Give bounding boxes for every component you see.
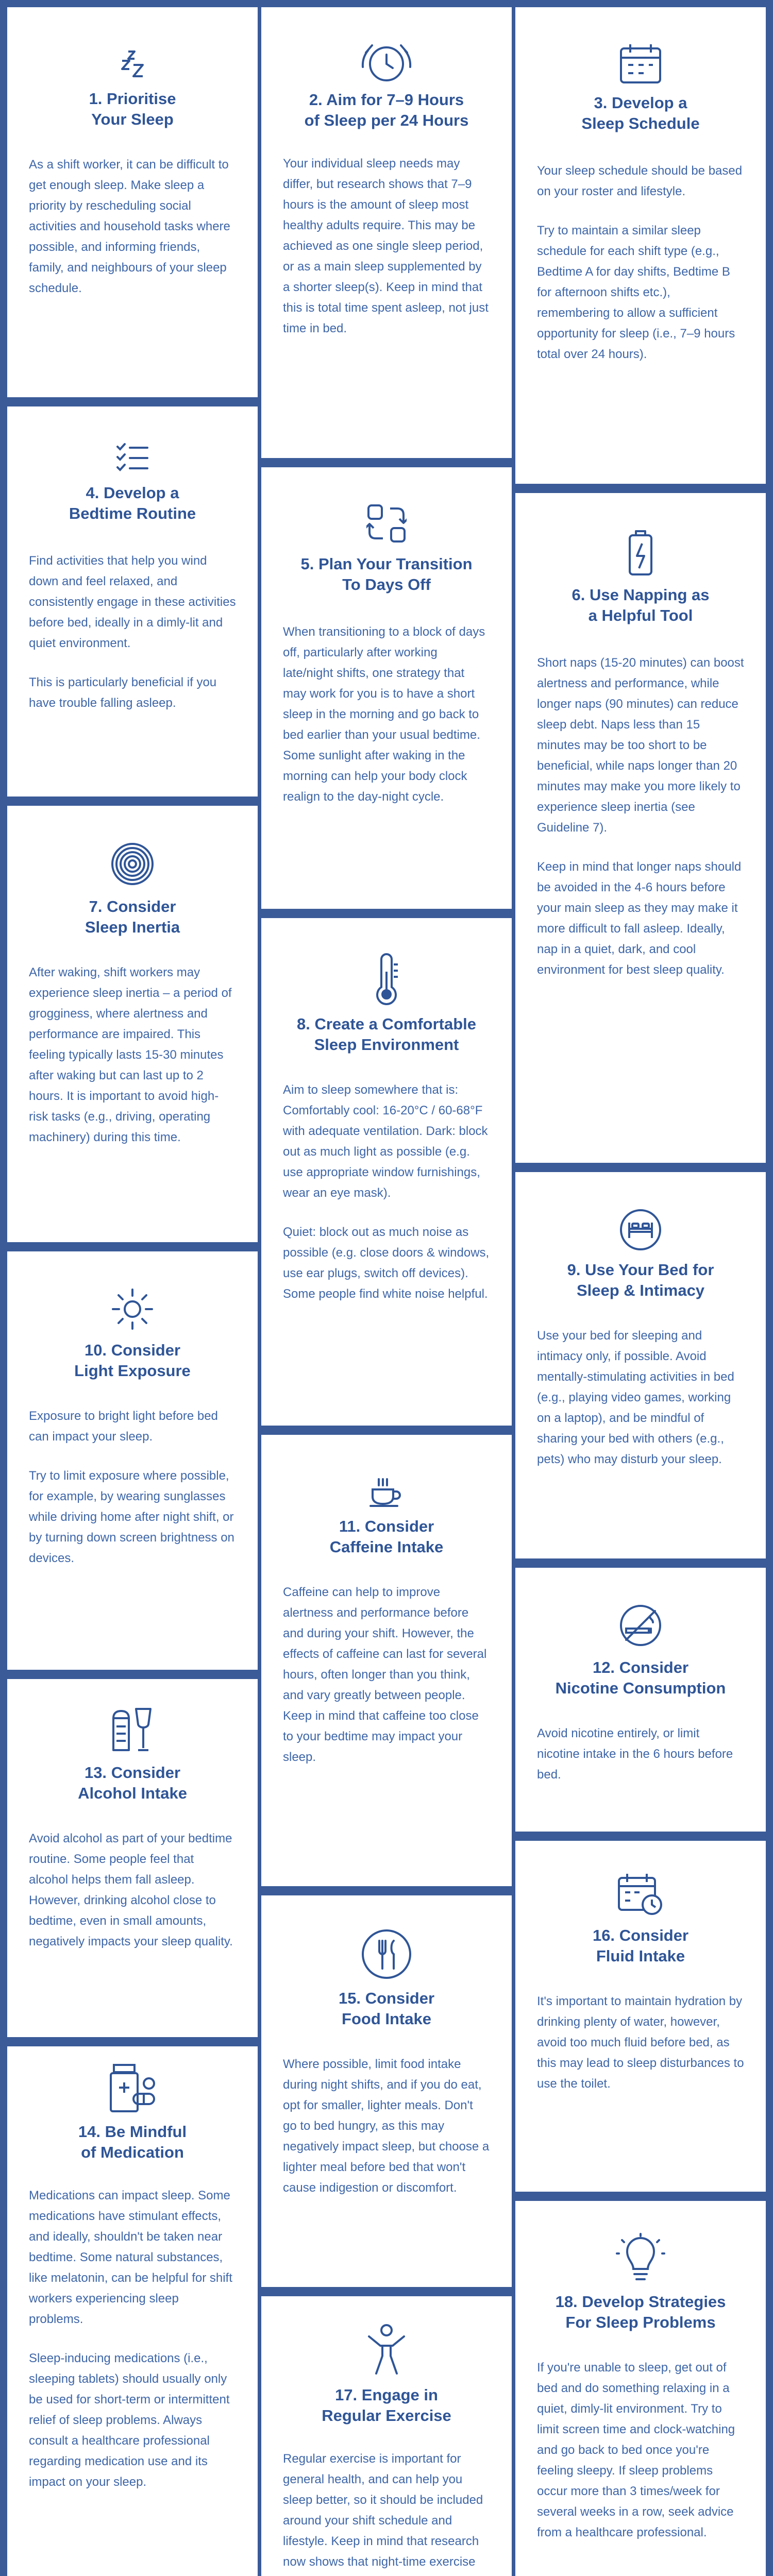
guideline-text: Avoid alcohol as part of your bedtime routine. Some people feel that alcohol helps them fall asleep. However, drinking alcohol close to bedtime, even in small amounts, negatively impacts your sleep quality.: [29, 1832, 233, 1948]
guideline-text: Short naps (15-20 minutes) can boost alertness and performance, while longer naps (90 minutes) can reduce sleep debt. Naps less than 15 minutes may be too short to be beneficial, while naps longer than 20 minutes may make you more likely to experience sleep inertia (see Guideline 7).: [537, 656, 744, 835]
guideline-title: 14. Be Mindful of Medication: [78, 2123, 187, 2161]
guideline-card-1: [7, 7, 258, 397]
guideline-text: Regular exercise is important for general health, and can help you sleep better, so it should be included around your shift schedule and lifestyle. Keep in mind that research now shows that night-time exercise: [283, 2452, 483, 2569]
guideline-title: 9. Use Your Bed for Sleep & Intimacy: [567, 1261, 714, 1299]
exercise-icon: [366, 2323, 407, 2377]
guideline-text: Avoid nicotine entirely, or limit nicotine intake in the 6 hours before bed.: [537, 1726, 733, 1782]
guideline-text: Sleep-inducing medications (i.e., sleeping tablets) should usually only be used for short-term or intermittent relief of sleep problems. Always consult a healthcare professional regarding medication use and its impact on your sleep.: [29, 2351, 230, 2489]
clock-icon: [360, 38, 413, 84]
guideline-title: 18. Develop Strategies For Sleep Problems: [555, 2293, 726, 2331]
guideline-card-17: [261, 2296, 512, 2576]
guideline-text: After waking, shift workers may experience sleep inertia – a period of grogginess, where alertness and performance are impaired. This feeling typically lasts 15-30 minutes after waking but can last up to 2 hours. It is important to avoid high-risk tasks (e.g., driving, operating machinery) during this time.: [29, 965, 232, 1144]
guideline-card-6: [515, 493, 766, 1163]
guideline-title: 5. Plan Your Transition To Days Off: [300, 555, 473, 594]
zzz-icon: [117, 49, 148, 78]
guideline-title: 7. Consider Sleep Inertia: [85, 897, 180, 936]
guideline-title: 2. Aim for 7–9 Hours of Sleep per 24 Hours: [304, 91, 469, 129]
guideline-title: 17. Engage in Regular Exercise: [322, 2386, 451, 2425]
guideline-text: Where possible, limit food intake during night shifts, and if you do eat, opt for smaller, lighter meals. Don't go to bed hungry, as this may negatively impact sleep, but choose a lighter meal before bed that won't cause indigestion or discomfort.: [283, 2057, 490, 2195]
battery-icon: [628, 529, 653, 577]
guideline-title: 4. Develop a Bedtime Routine: [69, 484, 196, 522]
guideline-text: As a shift worker, it can be difficult to get enough sleep. Make sleep a priority by rescheduling social activities and household tasks where possible, and informing friends, family, and neighbours of your sleep schedule.: [29, 158, 230, 295]
guideline-text: It's important to maintain hydration by drinking plenty of water, however, avoid too much fluid before bed, as this may lead to sleep disturbances to use the toilet.: [537, 1994, 744, 2091]
guideline-text: Find activities that help you wind down and feel relaxed, and consistently engage in these activities before bed, ideally in a dimly-lit and quiet environment.: [29, 554, 236, 650]
guideline-text: Quiet: block out as much noise as possible (e.g. close doors & windows, use ear plugs, switch off devices). Some people find white noise helpful.: [283, 1225, 490, 1301]
guideline-card-14: [7, 2046, 258, 2576]
coffee-icon: [368, 1477, 405, 1508]
guideline-text: Medications can impact sleep. Some medications have stimulant effects, and ideally, shouldn't be taken near bedtime. Some natural substances, like melatonin, can be helpful for shift workers experiencing sleep problems.: [29, 2189, 232, 2326]
guideline-title: 1. Prioritise Your Sleep: [89, 90, 176, 128]
no-smoking-icon: [619, 1604, 662, 1647]
guideline-title: 16. Consider Fluid Intake: [592, 1926, 689, 1965]
guideline-title: 6. Use Napping as a Helpful Tool: [572, 586, 710, 624]
calendar-clock-icon: [617, 1873, 664, 1917]
guideline-card-5: [261, 467, 512, 909]
guideline-text: Your sleep schedule should be based on your roster and lifestyle.: [537, 164, 743, 198]
cutlery-icon: [361, 1928, 412, 1980]
guideline-title: 11. Consider Caffeine Intake: [329, 1517, 444, 1556]
guideline-text: This is particularly beneficial if you have trouble falling asleep.: [29, 675, 217, 710]
guideline-card-18: [515, 2201, 766, 2576]
guideline-card-7: [7, 806, 258, 1242]
guideline-title: 12. Consider Nicotine Consumption: [555, 1658, 726, 1697]
guideline-text: Caffeine can help to improve alertness and performance before and during your shift. However, the effects of caffeine can last for several hours, often longer than you think, and vary greatly between people. Keep in mind that caffeine too close to your bedtime may impact your sleep.: [283, 1585, 487, 1764]
guideline-card-4: [7, 406, 258, 796]
guideline-text: Your individual sleep needs may differ, but research shows that 7–9 hours is the amount of sleep most healthy adults require. This may be achieved as one single sleep period, or as a main sleep supplemented by a shorter sleep(s). Keep in mind that this is total time spent asleep, not just time in bed.: [283, 157, 489, 335]
lightbulb-icon: [615, 2233, 666, 2284]
guideline-card-8: [261, 918, 512, 1426]
guideline-card-15: [261, 1895, 512, 2287]
guideline-text: Try to maintain a similar sleep schedule for each shift type (e.g., Bedtime A for day shifts, Bedtime B for afternoon shifts etc.), remembering to allow a sufficient opportunity for sleep (i.e., 7–9 hours total over 24 hours).: [537, 224, 735, 361]
checklist-icon: [115, 443, 149, 473]
guideline-card-12: [515, 1568, 766, 1832]
guideline-card-2: [261, 7, 512, 458]
guideline-text: Use your bed for sleeping and intimacy only, if possible. Avoid mentally-stimulating activities in bed (e.g., playing video games, working on a laptop), and be mindful of sharing your bed with others (e.g., pets) who may disturb your sleep.: [537, 1329, 734, 1466]
guideline-card-13: [7, 1679, 258, 2037]
guideline-title: 15. Consider Food Intake: [338, 1989, 435, 2028]
calendar-icon: [619, 43, 662, 84]
guideline-text: Exposure to bright light before bed can impact your sleep.: [29, 1409, 218, 1444]
guideline-card-9: [515, 1172, 766, 1558]
guideline-title: 3. Develop a Sleep Schedule: [581, 94, 700, 132]
transition-icon: [366, 503, 407, 544]
guideline-title: 10. Consider Light Exposure: [74, 1341, 191, 1380]
guideline-title: 8. Create a Comfortable Sleep Environment: [296, 1015, 476, 1054]
sun-icon: [111, 1287, 154, 1331]
guideline-text: Keep in mind that longer naps should be avoided in the 4-6 hours before your main sleep as they may make it more difficult to fall asleep. Ideally, nap in a quiet, dark, and cool environment for best sleep quality.: [537, 860, 742, 977]
thermometer-icon: [372, 953, 401, 1007]
guideline-text: When transitioning to a block of days off, particularly after working late/night shifts, one strategy that may work for you is to have a short sleep in the morning and go back to bed earlier than your usual bedtime. Some sunlight after waking in the morning can help your body clock realign to the day-night cycle.: [283, 625, 485, 804]
guideline-text: Try to limit exposure where possible, for example, by wearing sunglasses while driving home after night shift, or by turning down screen brightness on devices.: [29, 1469, 234, 1565]
guideline-text: If you're unable to sleep, get out of bed and do something relaxing in a quiet, dimly-lit environment. Try to limit screen time and clock-watching and go back to bed once you're feeling sleepy. If sleep problems occur more than 3 times/week for several weeks in a row, seek advice from a healthcare professional.: [537, 2361, 735, 2539]
drinks-icon: [110, 1704, 155, 1754]
guideline-title: 13. Consider Alcohol Intake: [78, 1764, 187, 1802]
pills-icon: [108, 2063, 157, 2114]
guideline-card-16: [515, 1841, 766, 2192]
guideline-text: Aim to sleep somewhere that is: Comfortably cool: 16-20°C / 60-68°F with adequate ventilation. Dark: block out as much light as possible (e.g. use appropriate window furnishings, wear an eye mask).: [283, 1083, 488, 1200]
spiral-icon: [110, 842, 155, 886]
guideline-card-3: [515, 7, 766, 484]
bed-icon: [619, 1208, 662, 1251]
guideline-card-10: [7, 1251, 258, 1670]
guideline-card-11: [261, 1435, 512, 1886]
